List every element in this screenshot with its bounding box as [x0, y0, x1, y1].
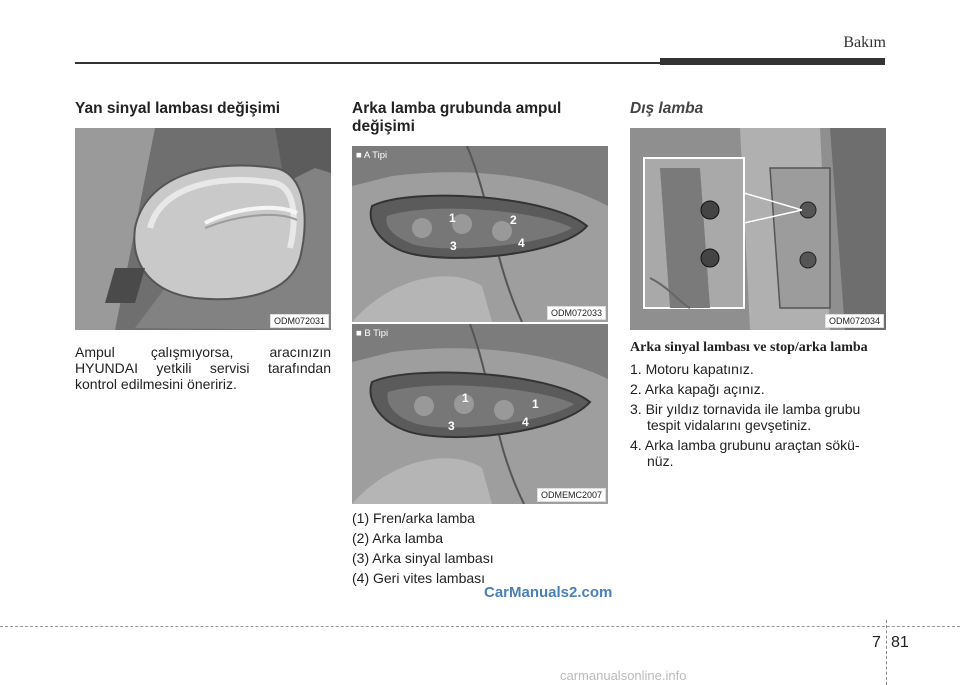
- legend-item: (2) Arka lamba: [352, 530, 444, 546]
- column-exterior-lamp: [630, 100, 886, 118]
- header-bar: [660, 58, 885, 65]
- chapter-number: 7: [872, 634, 881, 651]
- side-signal-title: Yan sinyal lambası değişimi: [75, 100, 281, 117]
- step-item: 3. Bir yıldız tornavida ile lamba grubu tespit vidalarını gevşetiniz.: [630, 401, 861, 433]
- callout-a-3: 3: [450, 239, 457, 253]
- rear-combination-title-line1: Arka lamba grubunda ampul: [352, 100, 562, 117]
- page-number: 81: [891, 634, 909, 651]
- page-number-separator: [886, 620, 887, 685]
- column-rear-combination: [352, 100, 608, 136]
- tail-lamp-figure-a: [352, 146, 608, 322]
- legend-item: (1) Fren/arka lamba: [352, 510, 475, 526]
- rear-combination-title-line2: değişimi: [352, 118, 415, 135]
- figure-code: ODMEMC2007: [537, 488, 606, 502]
- callout-b-1a: 1: [462, 391, 469, 405]
- side-signal-paragraph: Ampul çalışmıyorsa, aracınızın HYUNDAI yetkili servisi tarafından kontrol edilmesini öneririz.: [75, 344, 331, 392]
- watermark-link[interactable]: CarManuals2.com: [484, 584, 613, 601]
- callout-a-1: 1: [449, 211, 456, 225]
- column-side-signal: [75, 100, 331, 118]
- step-item: 4. Arka lamba grubunu araçtan sökü- nüz.: [630, 437, 860, 469]
- figure-code: ODM072031: [270, 314, 329, 328]
- footer-divider: [0, 626, 960, 627]
- legend-item: (3) Arka sinyal lambası: [352, 550, 494, 566]
- figure-code: ODM072034: [825, 314, 884, 328]
- trunk-screws-illustration: [630, 128, 886, 330]
- exterior-lamp-title: Dış lamba: [630, 100, 704, 117]
- figure-code: ODM072033: [547, 306, 606, 320]
- callout-a-2: 2: [510, 213, 517, 227]
- callout-b-1b: 1: [532, 397, 539, 411]
- mirror-figure: [75, 128, 331, 330]
- figure-type-b: ■ B Tipi: [356, 328, 389, 339]
- callout-b-3: 3: [448, 419, 455, 433]
- step-item: 2. Arka kapağı açınız.: [630, 381, 765, 397]
- figure-type-a: ■ A Tipi: [356, 150, 388, 161]
- trunk-screws-figure: [630, 128, 886, 330]
- callout-a-4: 4: [518, 236, 525, 250]
- tail-lamp-figure-b: [352, 324, 608, 504]
- tail-lamp-a-illustration: [352, 146, 608, 322]
- procedure-subhead: Arka sinyal lambası ve stop/arka lamba: [630, 340, 868, 355]
- procedure-steps: [630, 361, 886, 469]
- legend-item: (4) Geri vites lambası: [352, 570, 486, 586]
- callout-b-4: 4: [522, 415, 529, 429]
- section-title: Bakım: [843, 34, 886, 51]
- bulb-legend: [352, 510, 608, 586]
- mirror-illustration: [75, 128, 331, 330]
- step-item: 1. Motoru kapatınız.: [630, 361, 754, 377]
- header-rule: [75, 62, 660, 64]
- bottom-watermark: carmanualsonline.info: [560, 668, 687, 683]
- tail-lamp-b-illustration: [352, 324, 608, 504]
